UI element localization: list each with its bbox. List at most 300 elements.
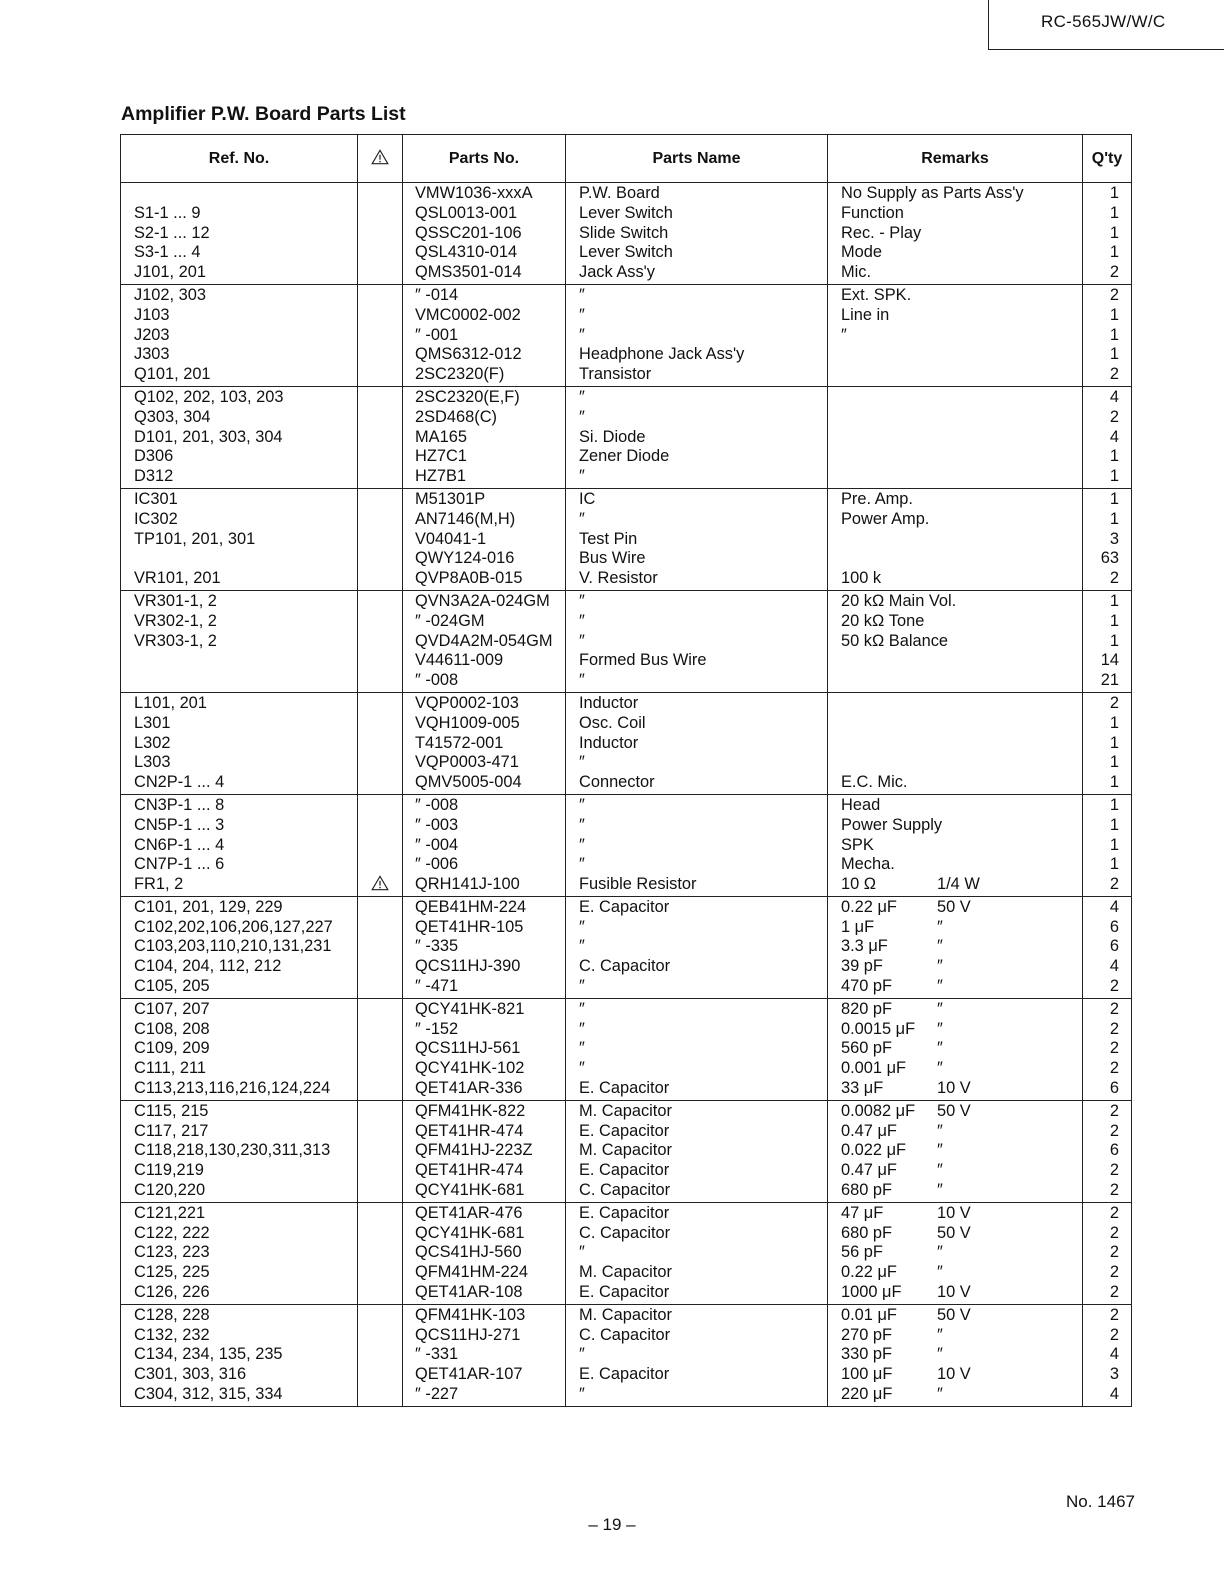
table-row (121, 1326, 1132, 1346)
remarks-value: 0.0015 μF (841, 1019, 916, 1038)
ref-no-cell: C101, 201, 129, 229 (121, 896, 358, 917)
parts-no-cell: QMS6312-012 (403, 345, 566, 365)
table-row (121, 1161, 1132, 1181)
ref-no-cell: C102,202,106,206,127,227 (121, 918, 358, 938)
qty-cell: 2 (1083, 263, 1132, 284)
qty-cell: 2 (1083, 1224, 1132, 1244)
table-row (121, 345, 1132, 365)
remarks-cell (828, 183, 1083, 204)
safety-cell (358, 263, 403, 284)
table-row (121, 408, 1132, 428)
table-row (121, 918, 1132, 938)
qty-cell: 2 (1083, 998, 1132, 1019)
table-row (121, 590, 1132, 611)
safety-cell (358, 734, 403, 754)
parts-no-cell: 2SC2320(E,F) (403, 386, 566, 407)
table-row (121, 569, 1132, 590)
ref-no-cell: C113,213,116,216,124,224 (121, 1079, 358, 1100)
remarks-cell (828, 306, 1083, 326)
parts-name-cell: Lever Switch (566, 243, 828, 263)
remarks-rating: ″ (937, 1181, 943, 1200)
ref-no-cell: CN2P-1 ... 4 (121, 773, 358, 794)
remarks-value: 56 pF (841, 1243, 883, 1262)
remarks-value: 820 pF (841, 999, 893, 1018)
table-row (121, 855, 1132, 875)
parts-list-table (120, 134, 1132, 1407)
remarks-cell (828, 284, 1083, 305)
safety-cell (358, 836, 403, 856)
parts-no-cell: QSL4310-014 (403, 243, 566, 263)
parts-no-cell: QET41AR-107 (403, 1365, 566, 1385)
model-number-box (988, 0, 1224, 50)
remarks-value: 560 pF (841, 1039, 893, 1058)
ref-no-cell (121, 651, 358, 671)
remarks-cell (828, 345, 1083, 365)
remarks-cell (828, 1202, 1083, 1223)
parts-name-cell: ″ (566, 386, 828, 407)
safety-cell (358, 918, 403, 938)
remarks-rating: 1/4 W (937, 875, 980, 894)
safety-cell (358, 569, 403, 590)
table-row (121, 306, 1132, 326)
parts-name-cell: C. Capacitor (566, 1224, 828, 1244)
parts-name-cell: Zener Diode (566, 447, 828, 467)
remarks-value: 10 Ω (841, 875, 877, 894)
qty-cell: 2 (1083, 1283, 1132, 1304)
parts-no-cell: QET41AR-476 (403, 1202, 566, 1223)
ref-no-cell: C120,220 (121, 1181, 358, 1202)
qty-cell: 2 (1083, 1039, 1132, 1059)
ref-no-cell: L301 (121, 714, 358, 734)
remarks-value: 100 μF (841, 1365, 893, 1384)
table-row (121, 326, 1132, 346)
remarks-cell (828, 671, 1083, 692)
remarks-cell (828, 612, 1083, 632)
safety-cell (358, 773, 403, 794)
table-row (121, 875, 1132, 896)
remarks-rating: ″ (937, 957, 943, 976)
table-header-row (121, 135, 1132, 183)
safety-cell (358, 1283, 403, 1304)
table-row (121, 488, 1132, 509)
warning-triangle-icon (371, 149, 389, 165)
parts-name-cell: M. Capacitor (566, 1141, 828, 1161)
ref-no-cell: L302 (121, 734, 358, 754)
page-number: – 19 – (588, 1515, 636, 1534)
parts-no-cell: ″ -471 (403, 977, 566, 998)
safety-cell (358, 671, 403, 692)
ref-no-cell: IC301 (121, 488, 358, 509)
ref-no-cell: VR101, 201 (121, 569, 358, 590)
remarks-cell (828, 408, 1083, 428)
ref-no-cell: Q303, 304 (121, 408, 358, 428)
remarks-cell (828, 428, 1083, 448)
ref-no-cell: C118,218,130,230,311,313 (121, 1141, 358, 1161)
ref-no-cell: C128, 228 (121, 1304, 358, 1325)
remarks-cell (828, 263, 1083, 284)
ref-no-cell: FR1, 2 (121, 875, 358, 896)
remarks-rating: ″ (937, 999, 943, 1018)
safety-cell (358, 896, 403, 917)
parts-no-cell: QCS41HJ-560 (403, 1243, 566, 1263)
safety-cell (358, 957, 403, 977)
remarks-cell (828, 1161, 1083, 1181)
remarks-rating: ″ (937, 1019, 943, 1038)
remarks-rating: ″ (937, 1345, 943, 1364)
remarks-rating: 10 V (937, 1203, 971, 1222)
safety-cell (358, 612, 403, 632)
safety-cell (358, 467, 403, 488)
remarks-cell (828, 365, 1083, 386)
parts-name-cell: C. Capacitor (566, 1181, 828, 1202)
col-header-ref-no: Ref. No. (121, 135, 358, 183)
remarks-value: 0.01 μF (841, 1305, 897, 1324)
qty-cell: 1 (1083, 612, 1132, 632)
safety-cell (358, 1100, 403, 1121)
ref-no-cell: C304, 312, 315, 334 (121, 1385, 358, 1406)
parts-no-cell: QCY41HK-681 (403, 1181, 566, 1202)
qty-cell: 2 (1083, 1202, 1132, 1223)
parts-no-cell: QET41HR-474 (403, 1161, 566, 1181)
table-row (121, 1122, 1132, 1142)
qty-cell: 1 (1083, 224, 1132, 244)
ref-no-cell: J303 (121, 345, 358, 365)
parts-name-cell: E. Capacitor (566, 896, 828, 917)
remarks-value: 50 kΩ Balance (841, 631, 949, 650)
qty-cell: 1 (1083, 773, 1132, 794)
remarks-cell (828, 549, 1083, 569)
table-row (121, 1385, 1132, 1406)
remarks-cell (828, 957, 1083, 977)
warning-triangle-icon (371, 875, 389, 891)
parts-name-cell: ″ (566, 467, 828, 488)
remarks-value: 0.022 μF (841, 1141, 907, 1160)
qty-cell: 4 (1083, 428, 1132, 448)
remarks-value: 680 pF (841, 1181, 893, 1200)
remarks-rating: ″ (937, 1385, 943, 1404)
qty-cell: 2 (1083, 1100, 1132, 1121)
qty-cell: 2 (1083, 365, 1132, 386)
table-row (121, 1243, 1132, 1263)
remarks-value: Mic. (841, 263, 872, 282)
remarks-rating: ″ (937, 1039, 943, 1058)
qty-cell: 1 (1083, 183, 1132, 204)
ref-no-cell: C123, 223 (121, 1243, 358, 1263)
parts-name-cell: ″ (566, 998, 828, 1019)
remarks-rating: 50 V (937, 1101, 971, 1120)
safety-cell (358, 428, 403, 448)
ref-no-cell: C115, 215 (121, 1100, 358, 1121)
safety-cell (358, 1059, 403, 1079)
safety-cell (358, 1020, 403, 1040)
parts-name-cell: M. Capacitor (566, 1304, 828, 1325)
qty-cell: 2 (1083, 408, 1132, 428)
table-row (121, 1283, 1132, 1304)
remarks-value: 0.22 μF (841, 1263, 897, 1282)
table-row (121, 1263, 1132, 1283)
remarks-value: 0.47 μF (841, 1121, 897, 1140)
qty-cell: 2 (1083, 1243, 1132, 1263)
parts-name-cell: ″ (566, 671, 828, 692)
qty-cell: 6 (1083, 937, 1132, 957)
ref-no-cell: D101, 201, 303, 304 (121, 428, 358, 448)
ref-no-cell: CN3P-1 ... 8 (121, 794, 358, 815)
remarks-cell (828, 753, 1083, 773)
remarks-value: Head (841, 795, 881, 814)
remarks-value: Line in (841, 305, 890, 324)
remarks-value: Mode (841, 243, 883, 262)
parts-no-cell: ″ -006 (403, 855, 566, 875)
parts-no-cell: VQH1009-005 (403, 714, 566, 734)
parts-no-cell: QVP8A0B-015 (403, 569, 566, 590)
parts-name-cell: ″ (566, 1243, 828, 1263)
safety-cell (358, 447, 403, 467)
remarks-cell (828, 1059, 1083, 1079)
remarks-cell (828, 1224, 1083, 1244)
parts-no-cell: VQP0002-103 (403, 692, 566, 713)
qty-cell: 1 (1083, 447, 1132, 467)
remarks-rating: ″ (937, 917, 943, 936)
qty-cell: 1 (1083, 714, 1132, 734)
remarks-value: 330 pF (841, 1345, 893, 1364)
remarks-rating: ″ (937, 937, 943, 956)
qty-cell: 3 (1083, 530, 1132, 550)
ref-no-cell (121, 671, 358, 692)
qty-cell: 1 (1083, 816, 1132, 836)
safety-cell (358, 1039, 403, 1059)
remarks-value: 0.47 μF (841, 1161, 897, 1180)
qty-cell: 2 (1083, 1304, 1132, 1325)
parts-name-cell: ″ (566, 1020, 828, 1040)
remarks-cell (828, 1100, 1083, 1121)
ref-no-cell: D312 (121, 467, 358, 488)
parts-no-cell: VMW1036-xxxA (403, 183, 566, 204)
remarks-cell (828, 1020, 1083, 1040)
safety-cell (358, 408, 403, 428)
remarks-value: 3.3 μF (841, 937, 888, 956)
qty-cell: 4 (1083, 1345, 1132, 1365)
parts-name-cell: E. Capacitor (566, 1365, 828, 1385)
parts-no-cell: QVD4A2M-054GM (403, 632, 566, 652)
table-row (121, 794, 1132, 815)
parts-no-cell: QVN3A2A-024GM (403, 590, 566, 611)
col-header-safety (358, 135, 403, 183)
qty-cell: 2 (1083, 692, 1132, 713)
parts-no-cell: QFM41HK-103 (403, 1304, 566, 1325)
parts-name-cell: Test Pin (566, 530, 828, 550)
parts-name-cell: Lever Switch (566, 204, 828, 224)
parts-name-cell: E. Capacitor (566, 1202, 828, 1223)
remarks-rating: 10 V (937, 1079, 971, 1098)
remarks-value: Mecha. (841, 855, 895, 874)
qty-cell: 1 (1083, 632, 1132, 652)
parts-no-cell: V04041-1 (403, 530, 566, 550)
parts-no-cell: VMC0002-002 (403, 306, 566, 326)
parts-no-cell: MA165 (403, 428, 566, 448)
safety-cell (358, 1224, 403, 1244)
parts-name-cell: ″ (566, 1059, 828, 1079)
table-row (121, 1141, 1132, 1161)
remarks-rating: 50 V (937, 897, 971, 916)
table-row (121, 386, 1132, 407)
table-row (121, 365, 1132, 386)
remarks-cell (828, 714, 1083, 734)
qty-cell: 1 (1083, 467, 1132, 488)
qty-cell: 2 (1083, 1263, 1132, 1283)
ref-no-cell: J103 (121, 306, 358, 326)
parts-name-cell: P.W. Board (566, 183, 828, 204)
remarks-cell (828, 773, 1083, 794)
qty-cell: 2 (1083, 284, 1132, 305)
safety-cell (358, 488, 403, 509)
table-row (121, 1039, 1132, 1059)
remarks-rating: ″ (937, 1263, 943, 1282)
qty-cell: 1 (1083, 855, 1132, 875)
parts-name-cell: ″ (566, 612, 828, 632)
parts-name-cell: Inductor (566, 692, 828, 713)
parts-no-cell: QCS11HJ-561 (403, 1039, 566, 1059)
table-row (121, 224, 1132, 244)
qty-cell: 1 (1083, 306, 1132, 326)
safety-cell (358, 692, 403, 713)
parts-name-cell: Inductor (566, 734, 828, 754)
parts-name-cell: ″ (566, 1039, 828, 1059)
table-row (121, 1345, 1132, 1365)
safety-cell (358, 632, 403, 652)
parts-no-cell: ″ -331 (403, 1345, 566, 1365)
table-row (121, 896, 1132, 917)
ref-no-cell (121, 549, 358, 569)
remarks-cell (828, 1365, 1083, 1385)
qty-cell: 1 (1083, 753, 1132, 773)
parts-name-cell: Osc. Coil (566, 714, 828, 734)
remarks-cell (828, 1181, 1083, 1202)
remarks-rating: ″ (937, 1141, 943, 1160)
remarks-value: 680 pF (841, 1223, 893, 1242)
safety-cell (358, 345, 403, 365)
parts-no-cell: ″ -008 (403, 671, 566, 692)
remarks-value: SPK (841, 835, 874, 854)
safety-cell (358, 1161, 403, 1181)
parts-name-cell: ″ (566, 918, 828, 938)
parts-name-cell: ″ (566, 816, 828, 836)
remarks-value: 0.22 μF (841, 897, 897, 916)
remarks-value: 1000 μF (841, 1283, 902, 1302)
remarks-cell (828, 918, 1083, 938)
remarks-rating: ″ (937, 1243, 943, 1262)
parts-no-cell: 2SD468(C) (403, 408, 566, 428)
remarks-cell (828, 1243, 1083, 1263)
parts-name-cell: M. Capacitor (566, 1100, 828, 1121)
ref-no-cell: C125, 225 (121, 1263, 358, 1283)
parts-name-cell: ″ (566, 306, 828, 326)
remarks-value: 1 μF (841, 917, 875, 936)
ref-no-cell: VR303-1, 2 (121, 632, 358, 652)
parts-no-cell: ″ -001 (403, 326, 566, 346)
parts-no-cell: AN7146(M,H) (403, 510, 566, 530)
parts-no-cell: QFM41HJ-223Z (403, 1141, 566, 1161)
parts-no-cell: QET41HR-474 (403, 1122, 566, 1142)
parts-no-cell: QCY41HK-102 (403, 1059, 566, 1079)
parts-no-cell: ″ -152 (403, 1020, 566, 1040)
parts-no-cell: QRH141J-100 (403, 875, 566, 896)
parts-name-cell: IC (566, 488, 828, 509)
safety-cell (358, 1326, 403, 1346)
remarks-cell (828, 794, 1083, 815)
remarks-value: Power Supply (841, 815, 943, 834)
ref-no-cell: Q101, 201 (121, 365, 358, 386)
remarks-rating: ″ (937, 977, 943, 996)
table-row (121, 183, 1132, 204)
parts-name-cell: Fusible Resistor (566, 875, 828, 896)
parts-no-cell: QCY41HK-821 (403, 998, 566, 1019)
remarks-rating: ″ (937, 1121, 943, 1140)
qty-cell: 1 (1083, 243, 1132, 263)
table-row (121, 284, 1132, 305)
remarks-cell (828, 1122, 1083, 1142)
remarks-rating: ″ (937, 1161, 943, 1180)
remarks-cell (828, 1345, 1083, 1365)
safety-cell (358, 1202, 403, 1223)
remarks-cell (828, 590, 1083, 611)
ref-no-cell: C121,221 (121, 1202, 358, 1223)
document-title: Amplifier P.W. Board Parts List (121, 103, 406, 125)
parts-no-cell: QFM41HK-822 (403, 1100, 566, 1121)
safety-cell (358, 386, 403, 407)
parts-name-cell: ″ (566, 1385, 828, 1406)
parts-no-cell: ″ -014 (403, 284, 566, 305)
table-row (121, 549, 1132, 569)
qty-cell: 3 (1083, 1365, 1132, 1385)
table-row (121, 428, 1132, 448)
ref-no-cell: CN7P-1 ... 6 (121, 855, 358, 875)
table-row (121, 612, 1132, 632)
parts-no-cell: QCS11HJ-390 (403, 957, 566, 977)
qty-cell: 1 (1083, 794, 1132, 815)
qty-cell: 2 (1083, 569, 1132, 590)
parts-no-cell: QMS3501-014 (403, 263, 566, 284)
qty-cell: 4 (1083, 1385, 1132, 1406)
remarks-value: 39 pF (841, 957, 883, 976)
remarks-cell (828, 734, 1083, 754)
parts-name-cell: ″ (566, 855, 828, 875)
parts-name-cell: ″ (566, 753, 828, 773)
table-row (121, 243, 1132, 263)
safety-cell (358, 510, 403, 530)
ref-no-cell: CN6P-1 ... 4 (121, 836, 358, 856)
parts-name-cell: ″ (566, 632, 828, 652)
table-row (121, 773, 1132, 794)
remarks-value: No Supply as Parts Ass'y (841, 184, 1024, 202)
remarks-value: 270 pF (841, 1325, 893, 1344)
safety-cell (358, 937, 403, 957)
ref-no-cell: C119,219 (121, 1161, 358, 1181)
qty-cell: 4 (1083, 957, 1132, 977)
remarks-rating: ″ (937, 1325, 943, 1344)
model-number: RC-565JW/W/C (1041, 12, 1166, 31)
col-header-qty: Q'ty (1083, 135, 1132, 183)
safety-cell (358, 651, 403, 671)
remarks-cell (828, 632, 1083, 652)
qty-cell: 6 (1083, 1079, 1132, 1100)
table-row (121, 1020, 1132, 1040)
ref-no-cell: C107, 207 (121, 998, 358, 1019)
safety-cell (358, 590, 403, 611)
table-row (121, 204, 1132, 224)
ref-no-cell: C105, 205 (121, 977, 358, 998)
remarks-cell (828, 692, 1083, 713)
parts-no-cell: HZ7C1 (403, 447, 566, 467)
